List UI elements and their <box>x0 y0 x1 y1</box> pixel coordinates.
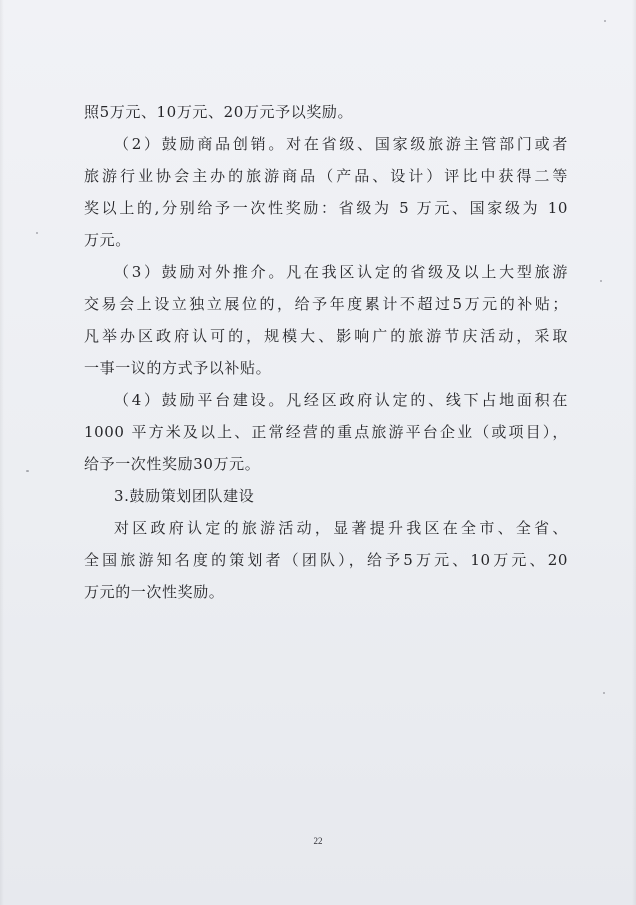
text-line: 给予一次性奖励30万元。 <box>84 455 261 473</box>
text-line: 旅游行业协会主办的旅游商品（产品、设计）评比中获得二等 <box>84 167 568 185</box>
text-line: 万元的一次性奖励。 <box>84 583 225 601</box>
text-line: 万元。 <box>84 231 131 249</box>
text-line: 奖以上的,分别给予一次性奖励：省级为 5 万元、国家级为 10 <box>84 199 568 217</box>
text-line: 交易会上设立独立展位的，给予年度累计不超过5万元的补贴； <box>84 295 568 313</box>
text-line: 全国旅游知名度的策划者（团队），给予5万元、10万元、20 <box>84 551 568 569</box>
text-line: 凡举办区政府认可的，规模大、影响广的旅游节庆活动，采取 <box>84 327 568 345</box>
page-edge-left <box>0 0 4 905</box>
page-number: 22 <box>313 836 323 846</box>
body-text <box>84 96 568 608</box>
scan-speck <box>600 280 602 282</box>
scan-speck <box>604 20 606 22</box>
text-line: 对区政府认定的旅游活动，显著提升我区在全市、全省、 <box>114 519 568 537</box>
text-line: （3）鼓励对外推介。凡在我区认定的省级及以上大型旅游 <box>114 263 568 281</box>
text-line: 照5万元、10万元、20万元予以奖励。 <box>84 103 354 121</box>
scan-speck <box>603 692 605 694</box>
text-line: （4）鼓励平台建设。凡经区政府认定的、线下占地面积在 <box>114 391 568 409</box>
scan-speck <box>36 232 38 234</box>
text-line: 1000 平方米及以上、正常经营的重点旅游平台企业（或项目）， <box>84 423 568 441</box>
page-edge-right <box>632 0 636 905</box>
text-line: 一事一议的方式予以补贴。 <box>84 359 272 377</box>
section-heading: 3.鼓励策划团队建设 <box>114 487 255 505</box>
text-line: （2）鼓励商品创销。对在省级、国家级旅游主管部门或者 <box>114 135 568 153</box>
scan-speck <box>26 470 29 472</box>
